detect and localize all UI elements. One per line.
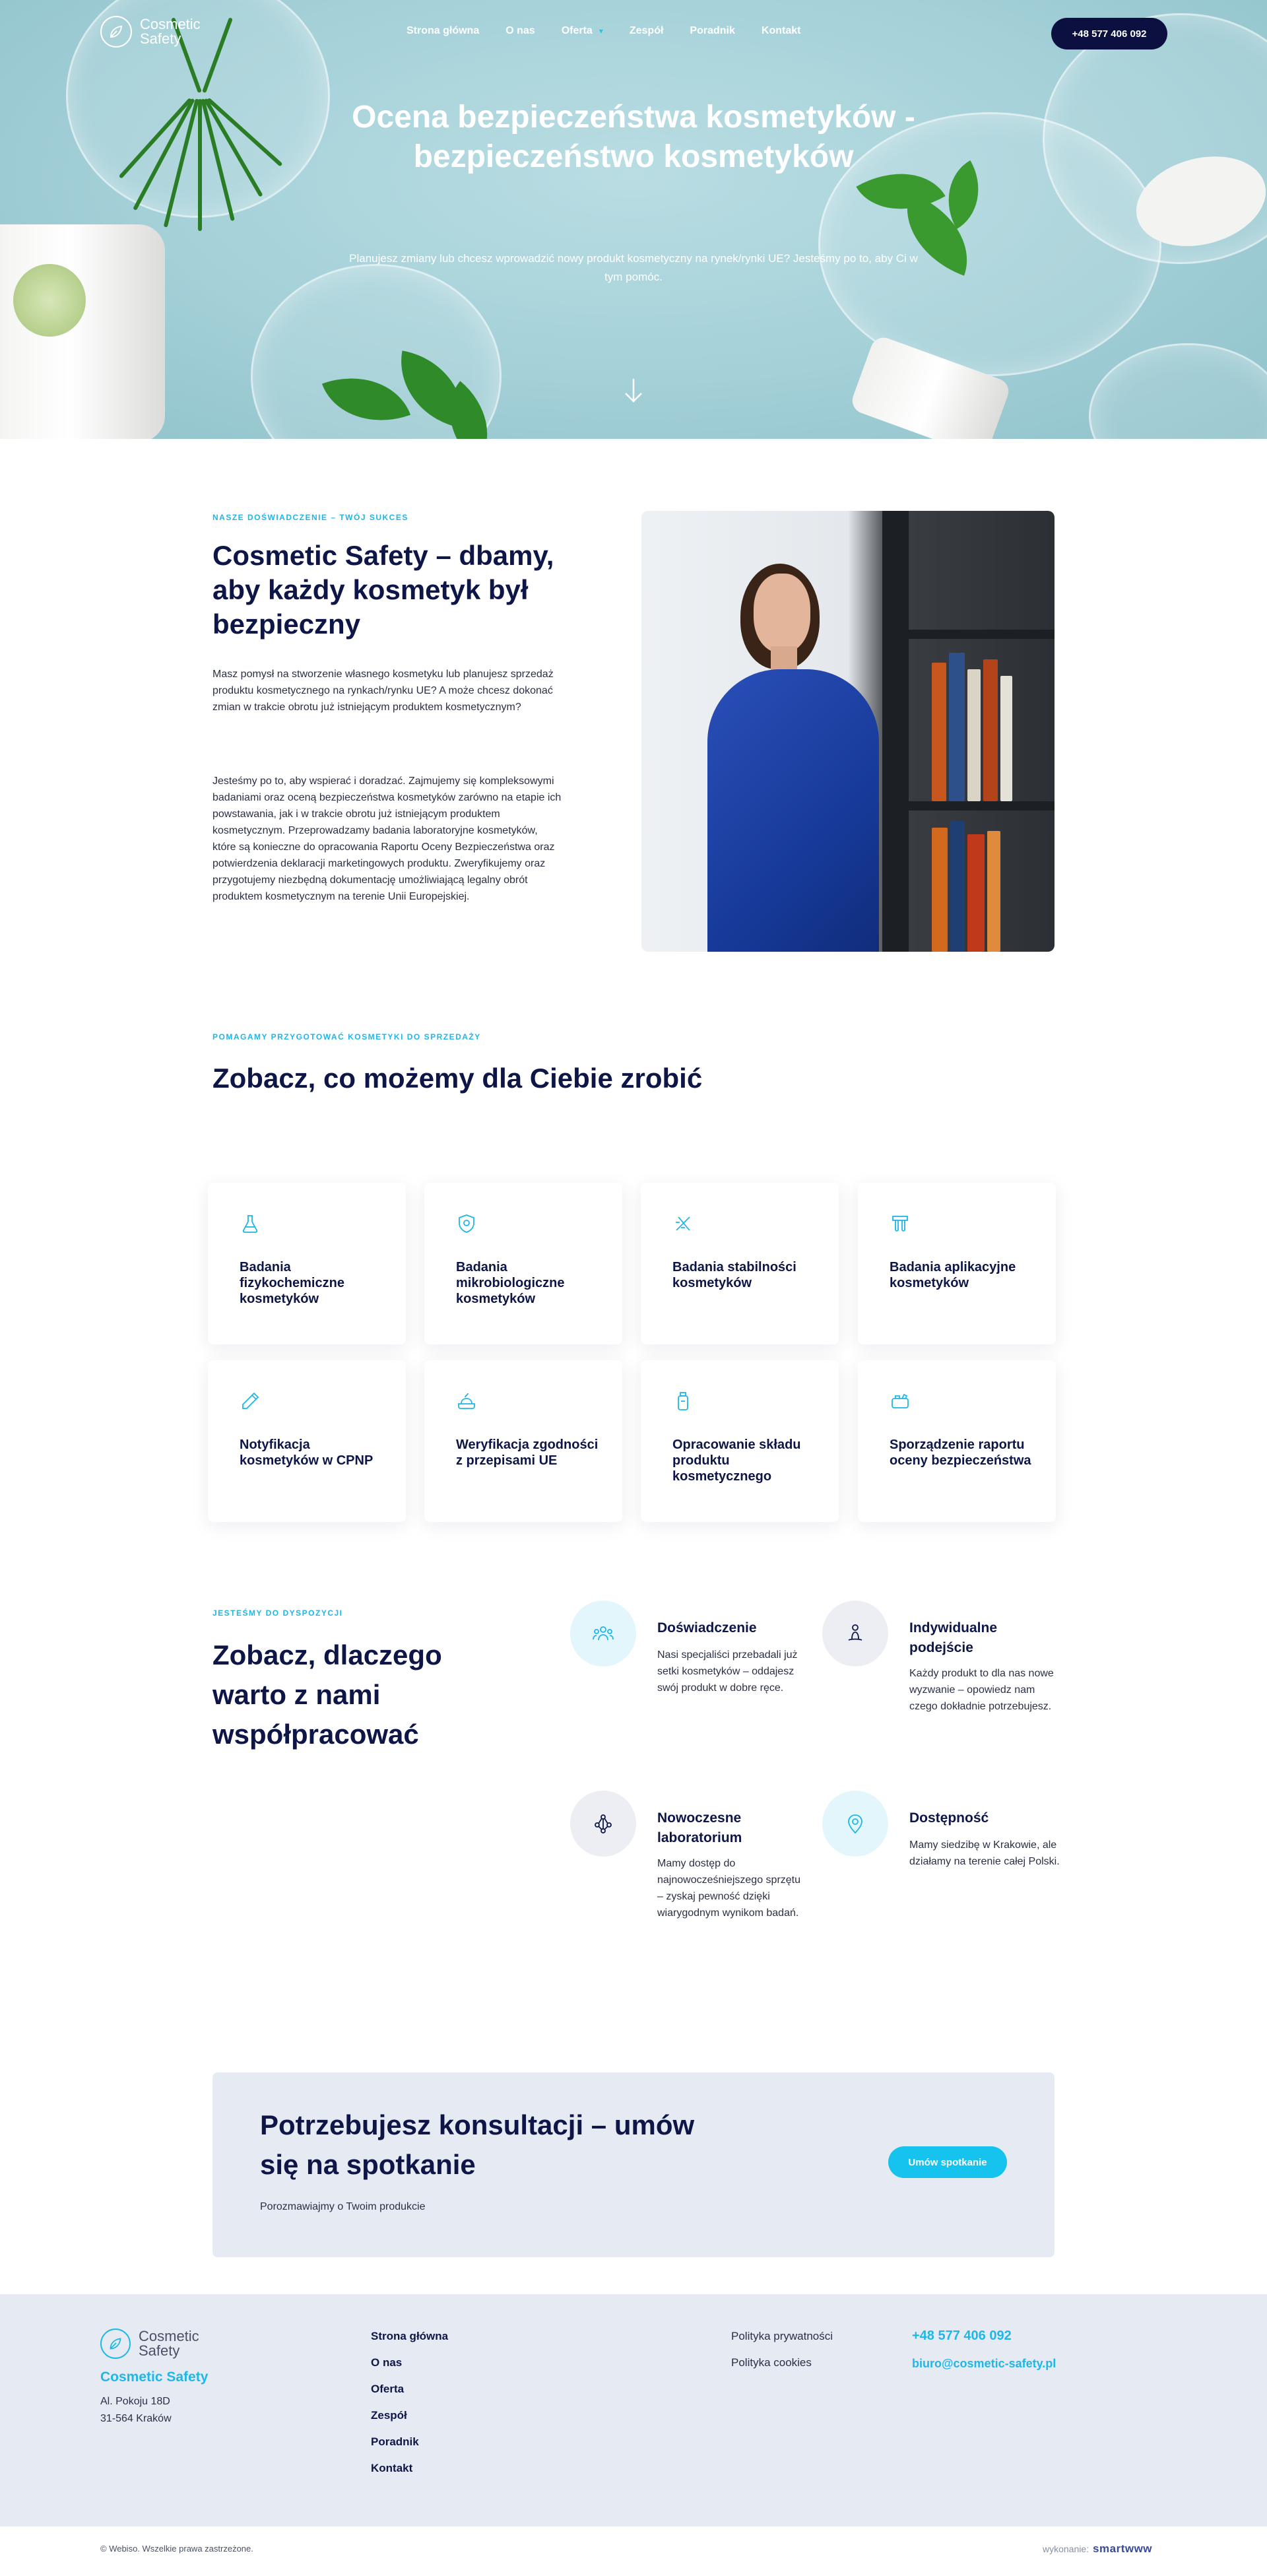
footer-address [100, 2393, 172, 2427]
feature-title: Nowoczesne laboratorium [657, 1810, 742, 1845]
test-tubes-icon [890, 1213, 911, 1234]
footer-phone-link[interactable]: +48 577 406 092 [912, 2328, 1012, 2343]
bottle-icon [672, 1391, 694, 1412]
bottle-decoration [0, 224, 165, 439]
service-card[interactable] [424, 1360, 622, 1522]
service-card-label: Badania aplikacyjne kosmetyków [890, 1260, 1016, 1290]
address-line-2: 31-564 Kraków [100, 2413, 172, 2424]
hero-title: Ocena bezpieczeństwa kosmetyków - bezpieczeństwo kosmetyków [352, 100, 915, 174]
team-member-photo [641, 511, 1055, 952]
book-decoration [932, 663, 946, 801]
copyright: © Webiso. Wszelkie prawa zastrzeżone. [100, 2544, 253, 2554]
book-decoration [932, 828, 948, 952]
privacy-policy-link[interactable]: Polityka prywatności [731, 2330, 833, 2342]
book-decoration [967, 669, 981, 801]
service-card-label: Badania stabilności kosmetyków [672, 1260, 796, 1290]
feature-title: Doświadczenie [657, 1620, 757, 1635]
face-shape [754, 574, 810, 653]
about-title: Cosmetic Safety – dbamy, aby każdy kosmetyk był bezpieczny [212, 540, 554, 640]
nav-offer[interactable]: Oferta [561, 25, 593, 36]
book-decoration [983, 659, 998, 801]
cookies-policy-link[interactable]: Polityka cookies [731, 2356, 812, 2369]
cream-jar-icon [456, 1391, 477, 1412]
footer-link-contact[interactable]: Kontakt [371, 2462, 413, 2474]
agency-logo[interactable]: smartwww [1093, 2542, 1153, 2555]
service-card[interactable] [641, 1183, 839, 1344]
why-title: Zobacz, dlaczego warto z nami współpracować [212, 1639, 442, 1750]
services-eyebrow: POMAGAMY PRZYGOTOWAĆ KOSMETYKI DO SPRZEDAŻY [212, 1032, 481, 1041]
footer [0, 2294, 1267, 2526]
feature-text: Mamy siedzibę w Krakowie, ale działamy na terenie całej Polski. [909, 1839, 1060, 1867]
leaf-logo-icon [100, 16, 132, 48]
book-decoration [987, 831, 1000, 952]
petri-dish-decoration [1089, 343, 1267, 439]
cta-title: Potrzebujesz konsultacji – umów się na spotkanie [260, 2109, 695, 2180]
book-decoration [950, 821, 965, 952]
nav-about[interactable]: O nas [505, 25, 535, 36]
leaf-logo-icon [100, 2328, 131, 2359]
service-card-label: Opracowanie składu produktu kosmetycznego [672, 1437, 801, 1484]
feature-text: Każdy produkt to dla nas nowe wyzwanie – opowiedz nam czego dokładnie potrzebujesz. [909, 1668, 1054, 1712]
feature-text: Nasi specjaliści przebadali już setki kosmetyków – oddajesz swój produkt w dobre ręce. [657, 1649, 798, 1694]
pencil-icon [240, 1391, 261, 1412]
service-card[interactable] [424, 1183, 622, 1344]
about-eyebrow: NASZE DOŚWIADCZENIE – TWÓJ SUKCES [212, 513, 408, 522]
footer-logo[interactable] [100, 2328, 199, 2359]
book-decoration [967, 834, 985, 952]
nav-offer-group[interactable] [562, 25, 603, 37]
feature-text: Mamy dostęp do najnowocześniejszego sprzętu – zyskaj pewność dzięki wiarygodnym wynikom badań. [657, 1858, 801, 1919]
footer-contact [912, 2322, 1056, 2377]
made-by-label: wykonanie: [1043, 2544, 1089, 2554]
footer-link-guide[interactable]: Poradnik [371, 2435, 419, 2448]
about-paragraph-1: Masz pomysł na stworzenie własnego kosmetyku lub planujesz sprzedaż produktu kosmetycznego na rynkach/rynku UE? A może chcesz dokonać zmian w trakcie obrotu już istniejącym produktem kosmetycznym? [212, 669, 554, 713]
logo-text [140, 17, 201, 46]
cosmetics-icon [890, 1391, 911, 1412]
top-navigation [0, 0, 1267, 66]
address-line-1: Al. Pokoju 18D [100, 2396, 170, 2407]
network-icon [570, 1791, 636, 1857]
nav-home[interactable]: Strona główna [406, 25, 480, 36]
blouse-shape [707, 669, 879, 952]
book-decoration [1000, 676, 1012, 801]
arrow-down-icon[interactable] [622, 376, 645, 407]
service-card[interactable] [641, 1360, 839, 1522]
why-eyebrow: JESTEŚMY DO DYSPOZYCJI [212, 1608, 343, 1618]
hero-section [0, 0, 1267, 439]
service-card-label: Badania fizykochemiczne kosmetyków [240, 1260, 344, 1306]
nav-contact[interactable]: Kontakt [761, 25, 801, 36]
shield-icon [456, 1213, 477, 1234]
footer-link-offer[interactable]: Oferta [371, 2383, 405, 2395]
footer-company-name: Cosmetic Safety [100, 2369, 209, 2385]
book-meeting-button[interactable]: Umów spotkanie [888, 2146, 1007, 2178]
service-card[interactable] [208, 1360, 406, 1522]
footer-link-home[interactable]: Strona główna [371, 2330, 449, 2342]
logo-text-line2: Safety [140, 30, 181, 47]
shelf-decoration [909, 630, 1055, 639]
shelf-decoration [882, 511, 909, 952]
logo[interactable] [100, 16, 201, 48]
team-icon [570, 1601, 636, 1667]
book-decoration [949, 653, 965, 801]
footer-link-team[interactable]: Zespół [371, 2409, 407, 2422]
logo-text [139, 2329, 199, 2358]
flask-icon [240, 1213, 261, 1234]
person-icon [822, 1601, 888, 1667]
cta-subtitle: Porozmawiajmy o Twoim produkcie [260, 2201, 426, 2212]
service-card[interactable] [208, 1183, 406, 1344]
nav-team[interactable]: Zespół [629, 25, 664, 36]
dna-icon [672, 1213, 694, 1234]
feature-title: Dostępność [909, 1810, 989, 1826]
service-card-label: Notyfikacja kosmetyków w CPNP [240, 1437, 374, 1468]
service-card[interactable] [858, 1183, 1056, 1344]
logo-text-line2: Safety [139, 2342, 180, 2359]
service-card-label: Weryfikacja zgodności z przepisami UE [456, 1437, 599, 1468]
rosemary-decoration [198, 99, 202, 231]
logo-text-line1: Cosmetic [139, 2328, 199, 2344]
nav-guide[interactable]: Poradnik [690, 25, 735, 36]
logo-text-line1: Cosmetic [140, 16, 201, 32]
hero-subtitle: Planujesz zmiany lub chcesz wprowadzić nowy produkt kosmetyczny na rynek/rynki UE? Jesteśmy po to, aby Ci w tym pomóc. [349, 252, 918, 283]
service-card[interactable] [858, 1360, 1056, 1522]
cream-decoration [13, 264, 86, 337]
chevron-down-icon[interactable]: ▾ [599, 26, 603, 36]
services-title: Zobacz, co możemy dla Ciebie zrobić [212, 1063, 703, 1094]
service-card-label: Sporządzenie raportu oceny bezpieczeństwa [890, 1437, 1031, 1468]
phone-button[interactable]: +48 577 406 092 [1051, 18, 1167, 50]
consultation-banner [212, 2072, 1055, 2257]
footer-link-about[interactable]: O nas [371, 2356, 403, 2369]
shelf-decoration [909, 801, 1055, 810]
made-by [1043, 2542, 1152, 2556]
location-pin-icon [822, 1791, 888, 1857]
main-menu [406, 25, 800, 37]
feature-title: Indywidualne podejście [909, 1620, 998, 1655]
about-paragraph-2: Jesteśmy po to, aby wspierać i doradzać. Zajmujemy się kompleksowymi badaniami oraz oceną bezpieczeństwa kosmetyków zarówno na etapie ich powstawania, jak i w trakcie obrotu już istniejącym produktem kosmetycznym. Przeprowadzamy badania laboratoryjne kosmetyków, które są konieczne do opracowania Raportu Oceny Bezpieczeństwa oraz potwierdzenia deklaracji marketingowych produktu. Zweryfikujemy oraz przygotujemy niezbędną dokumentację umożliwiającą legalny obrót produktem kosmetycznym na terenie Unii Europejskiej. [212, 776, 562, 902]
footer-legal [731, 2323, 833, 2376]
footer-email-link[interactable]: biuro@cosmetic-safety.pl [912, 2357, 1056, 2370]
footer-nav [371, 2323, 448, 2482]
service-card-label: Badania mikrobiologiczne kosmetyków [456, 1260, 565, 1306]
